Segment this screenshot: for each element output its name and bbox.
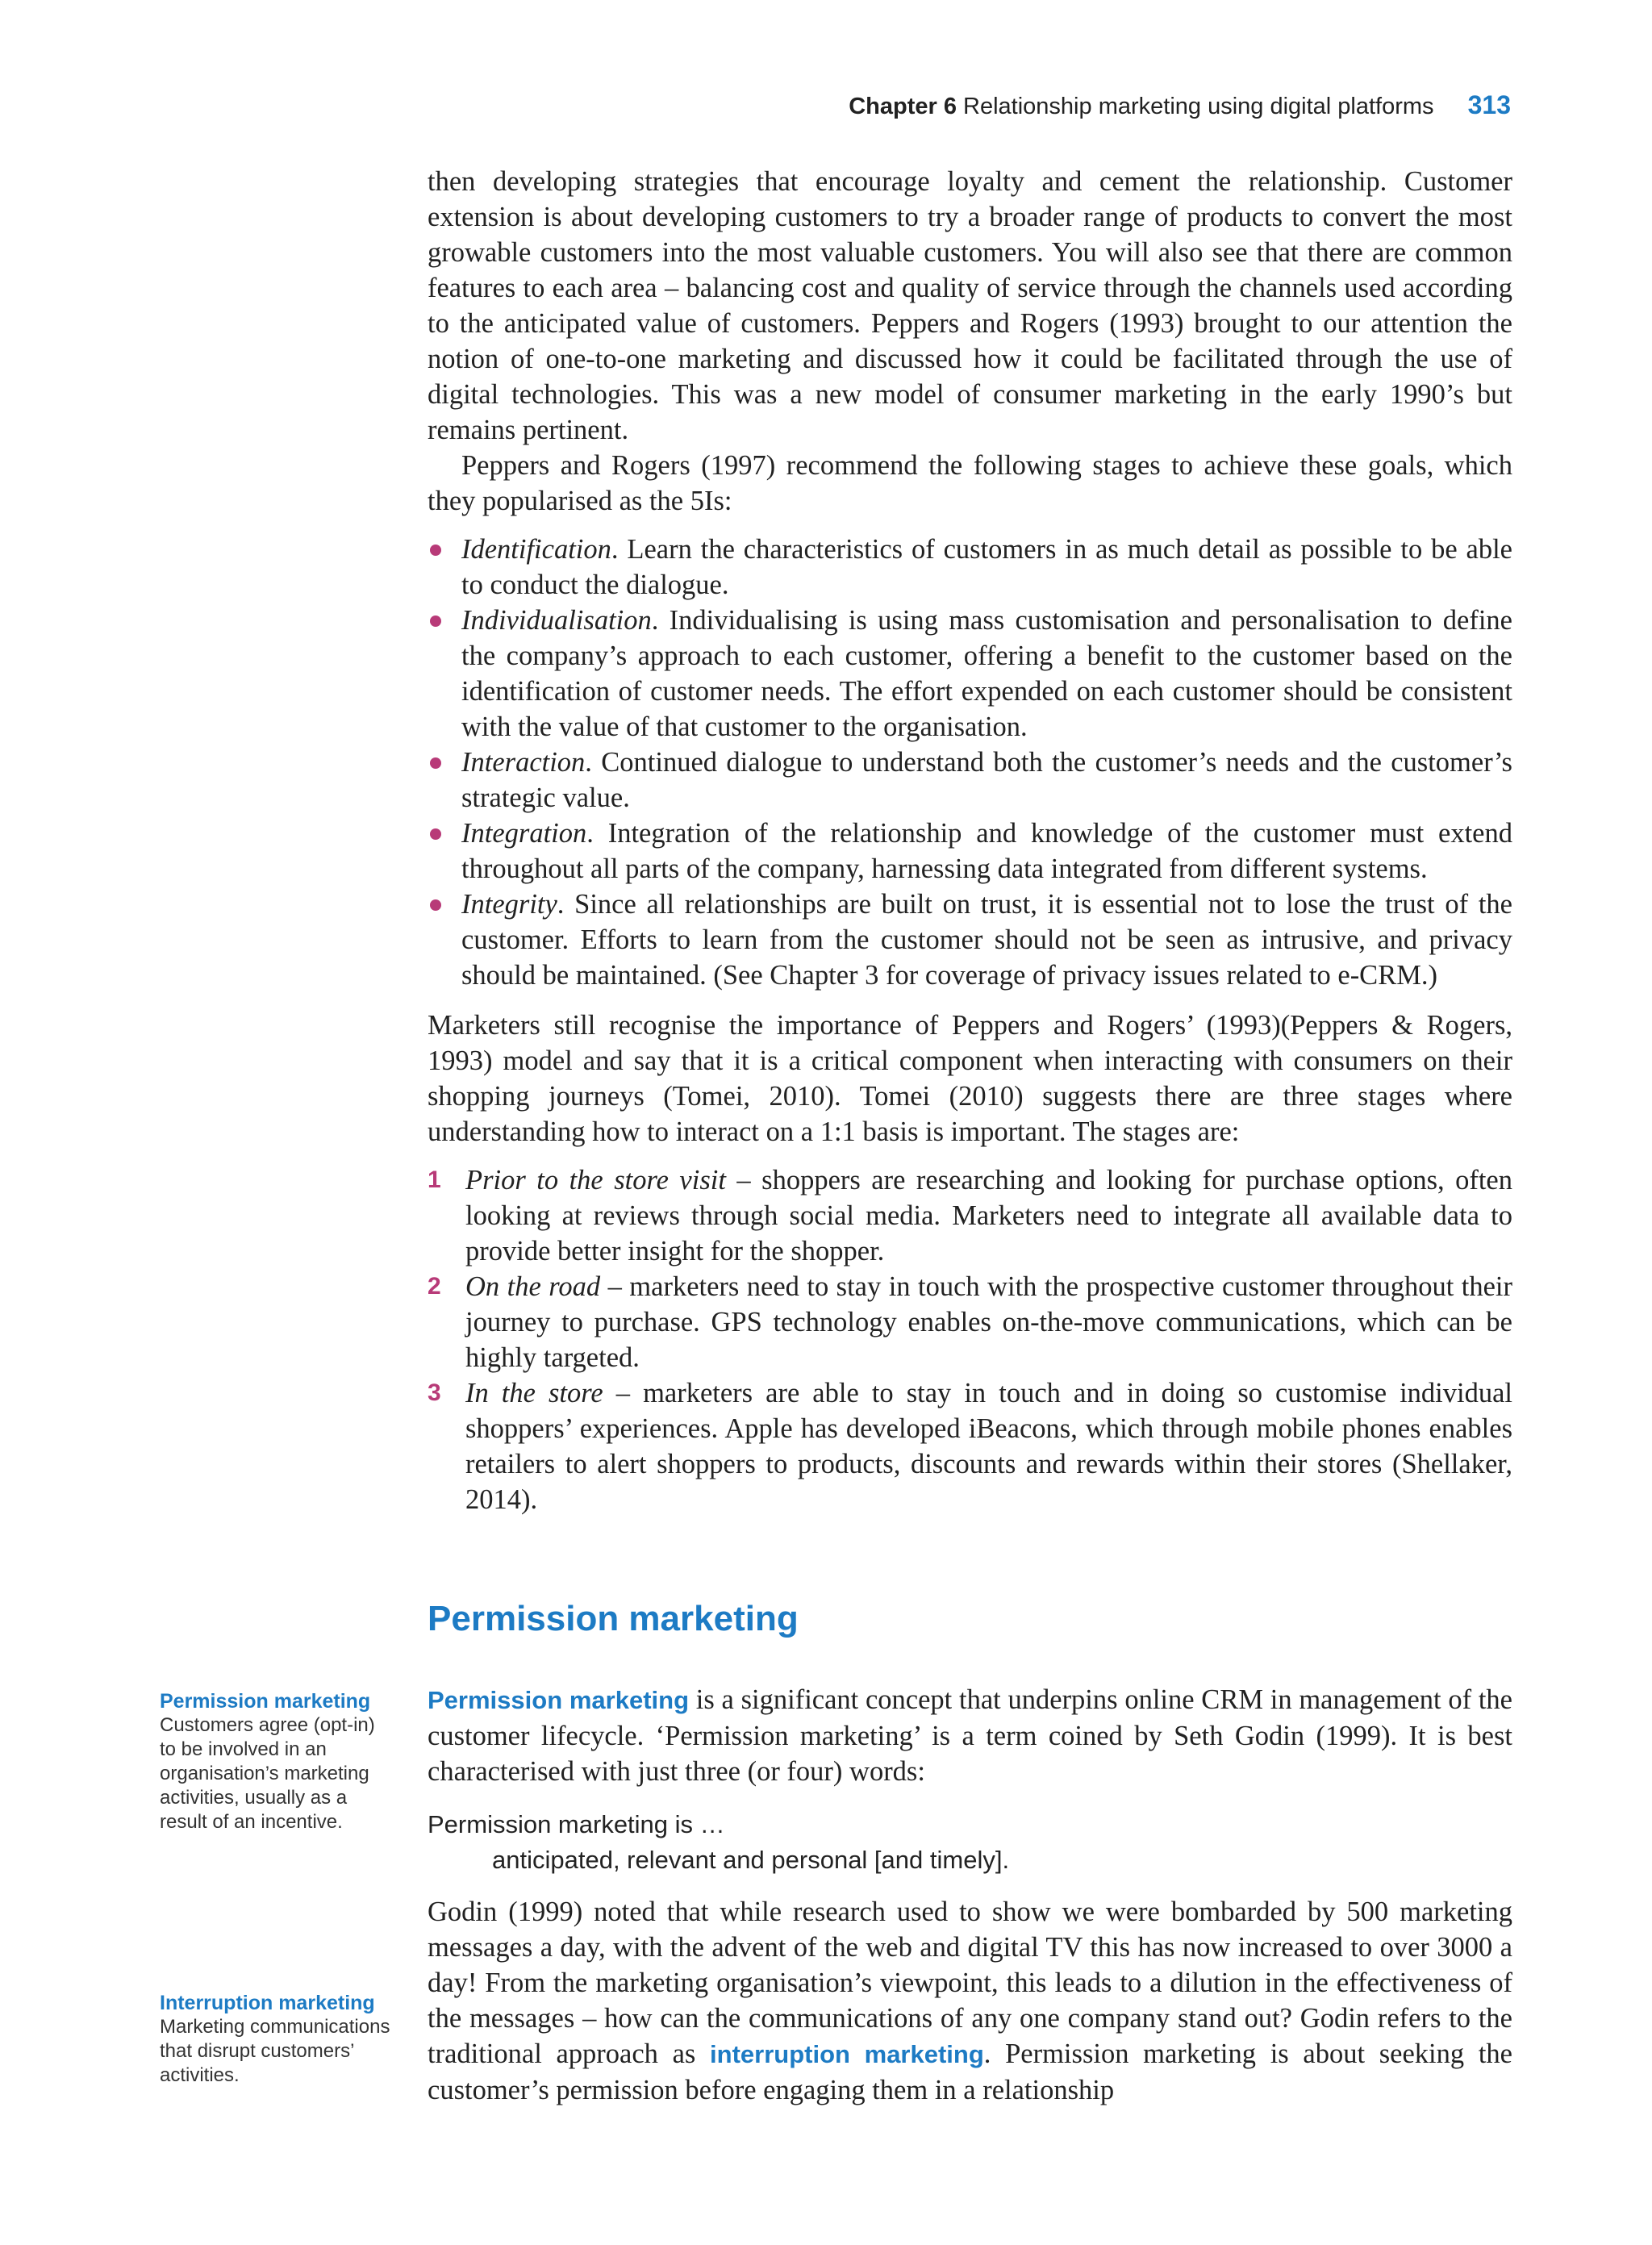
body-column-top <box>428 164 1512 1517</box>
list-number: 1 <box>428 1166 441 1193</box>
keyword-permission-marketing: Permission marketing <box>428 1686 690 1714</box>
page-number: 313 <box>1467 90 1511 119</box>
list-item <box>428 816 1512 887</box>
body-column-bottom <box>428 1682 1512 2108</box>
list-term: Individualisation <box>461 605 652 636</box>
list-item <box>428 1162 1512 1269</box>
bullet-icon <box>430 757 441 769</box>
margin-note-definition: Customers agree (opt-in) to be involved in an organisation’s marketing activities, usually as a result of an incentive. <box>160 1714 375 1833</box>
list-item <box>428 1269 1512 1375</box>
list-text: . Since all relationships are built on trust, it is essential not to lose the trust of the customer. Efforts to learn from the customer should not be seen as intrusive, and privacy should be maintained. (See Chapter 3 for coverage of privacy issues related to e-CRM.) <box>461 889 1512 991</box>
list-term: Prior to the store visit <box>465 1165 726 1196</box>
chapter-label: Chapter 6 <box>849 94 957 119</box>
section-heading: Permission marketing <box>428 1599 799 1638</box>
bullet-icon <box>430 828 441 840</box>
paragraph-5 <box>428 1894 1512 2108</box>
paragraph-4-text: is a significant concept that underpins online CRM in management of the customer lifecycle. ‘Permission marketing’ is a term coined by Seth Godin (1999). It is best characterised with just three (or four) words: <box>428 1684 1512 1787</box>
quote-line-1: Permission marketing is … <box>428 1810 725 1838</box>
paragraph-2: Peppers and Rogers (1997) recommend the following stages to achieve these goals, which they popularised as the 5Is: <box>428 450 1512 516</box>
margin-note-interruption <box>160 1991 394 2088</box>
bullet-icon <box>430 615 441 627</box>
five-is-list <box>428 532 1512 993</box>
list-text: . Learn the characteristics of customers in as much detail as possible to be able to conduct the dialogue. <box>461 534 1512 600</box>
list-term: On the road <box>465 1271 601 1302</box>
paragraph-5-text-b: . Permission marketing is about seeking the customer’s permission before engaging them in a relationship <box>428 2038 1512 2105</box>
paragraph-5-text-a: Godin (1999) noted that while research used to show we were bombarded by 500 marketing messages a day, with the advent of the web and digital TV this has now increased to over 3000 a day! From the marketing organisation’s viewpoint, this leads to a dilution in the effectiveness of the messages – how can the communications of any one company stand out? Godin refers to the traditional approach as <box>428 1897 1512 2069</box>
margin-note-permission <box>160 1689 394 1834</box>
list-term: Identification <box>461 534 611 565</box>
list-term: Integrity <box>461 889 557 920</box>
paragraph-1: then developing strategies that encourage loyalty and cement the relationship. Customer extension is about developing customers to try a broader range of products to convert the most growable customers into the most valuable customers. You will also see that there are common features to each area – balancing cost and quality of service through the channels used according to the anticipated value of customers. Peppers and Rogers (1993) brought to our attention the notion of one-to-one marketing and discussed how it could be facilitated through the use of digital technologies. This was a new model of consumer marketing in the early 1990’s but remains pertinent. <box>428 166 1512 445</box>
list-item <box>428 603 1512 745</box>
list-text: . Continued dialogue to understand both the customer’s needs and the customer’s strategic value. <box>461 747 1512 813</box>
list-text: . Integration of the relationship and knowledge of the customer must extend throughout all parts of the company, harnessing data integrated from different systems. <box>461 818 1512 884</box>
chapter-title: Relationship marketing using digital platforms <box>963 94 1434 119</box>
list-item <box>428 1375 1512 1517</box>
list-item <box>428 745 1512 816</box>
list-term: In the store <box>465 1378 603 1408</box>
margin-note-definition: Marketing communications that disrupt customers’ activities. <box>160 2016 390 2086</box>
paragraph-3: Marketers still recognise the importance of Peppers and Rogers’ (1993)(Peppers & Rogers, 1993) model and say that it is a critical component when interacting with consumers on their shopping journeys (Tomei, 2010). Tomei (2010) suggests there are three stages where understanding how to interact on a 1:1 basis is important. The stages are: <box>428 1010 1512 1147</box>
quote-block <box>428 1807 1512 1878</box>
bullet-icon <box>430 899 441 911</box>
list-item <box>428 532 1512 603</box>
stages-list <box>428 1162 1512 1517</box>
paragraph-4 <box>428 1682 1512 1789</box>
list-term: Integration <box>461 818 587 849</box>
bullet-icon <box>430 545 441 556</box>
keyword-interruption-marketing: interruption marketing <box>710 2040 984 2068</box>
margin-note-term: Interruption marketing <box>160 1992 375 2014</box>
list-term: Interaction <box>461 747 586 778</box>
quote-line-2: anticipated, relevant and personal [and timely]. <box>492 1846 1010 1874</box>
list-text: . Individualising is using mass customisation and personalisation to define the company’s approach to each customer, offering a benefit to the customer based on the identification of customer needs. The effort expended on each customer should be consistent with the value of that customer to the organisation. <box>461 605 1512 742</box>
list-text: – shoppers are researching and looking for purchase options, often looking at reviews through social media. Marketers need to integrate all available data to provide better insight for the shopper. <box>465 1165 1512 1266</box>
list-text: – marketers are able to stay in touch and in doing so customise individual shoppers’ experiences. Apple has developed iBeacons, which through mobile phones enables retailers to alert shoppers to products, discounts and rewards within their stores (Shellaker, 2014). <box>465 1378 1512 1515</box>
list-number: 3 <box>428 1379 441 1406</box>
list-item <box>428 887 1512 993</box>
margin-note-term: Permission marketing <box>160 1690 371 1713</box>
list-text: – marketers need to stay in touch with the prospective customer throughout their journey to purchase. GPS technology enables on-the-move communications, which can be highly targeted. <box>465 1271 1512 1373</box>
running-header <box>849 90 1511 120</box>
list-number: 2 <box>428 1273 441 1300</box>
